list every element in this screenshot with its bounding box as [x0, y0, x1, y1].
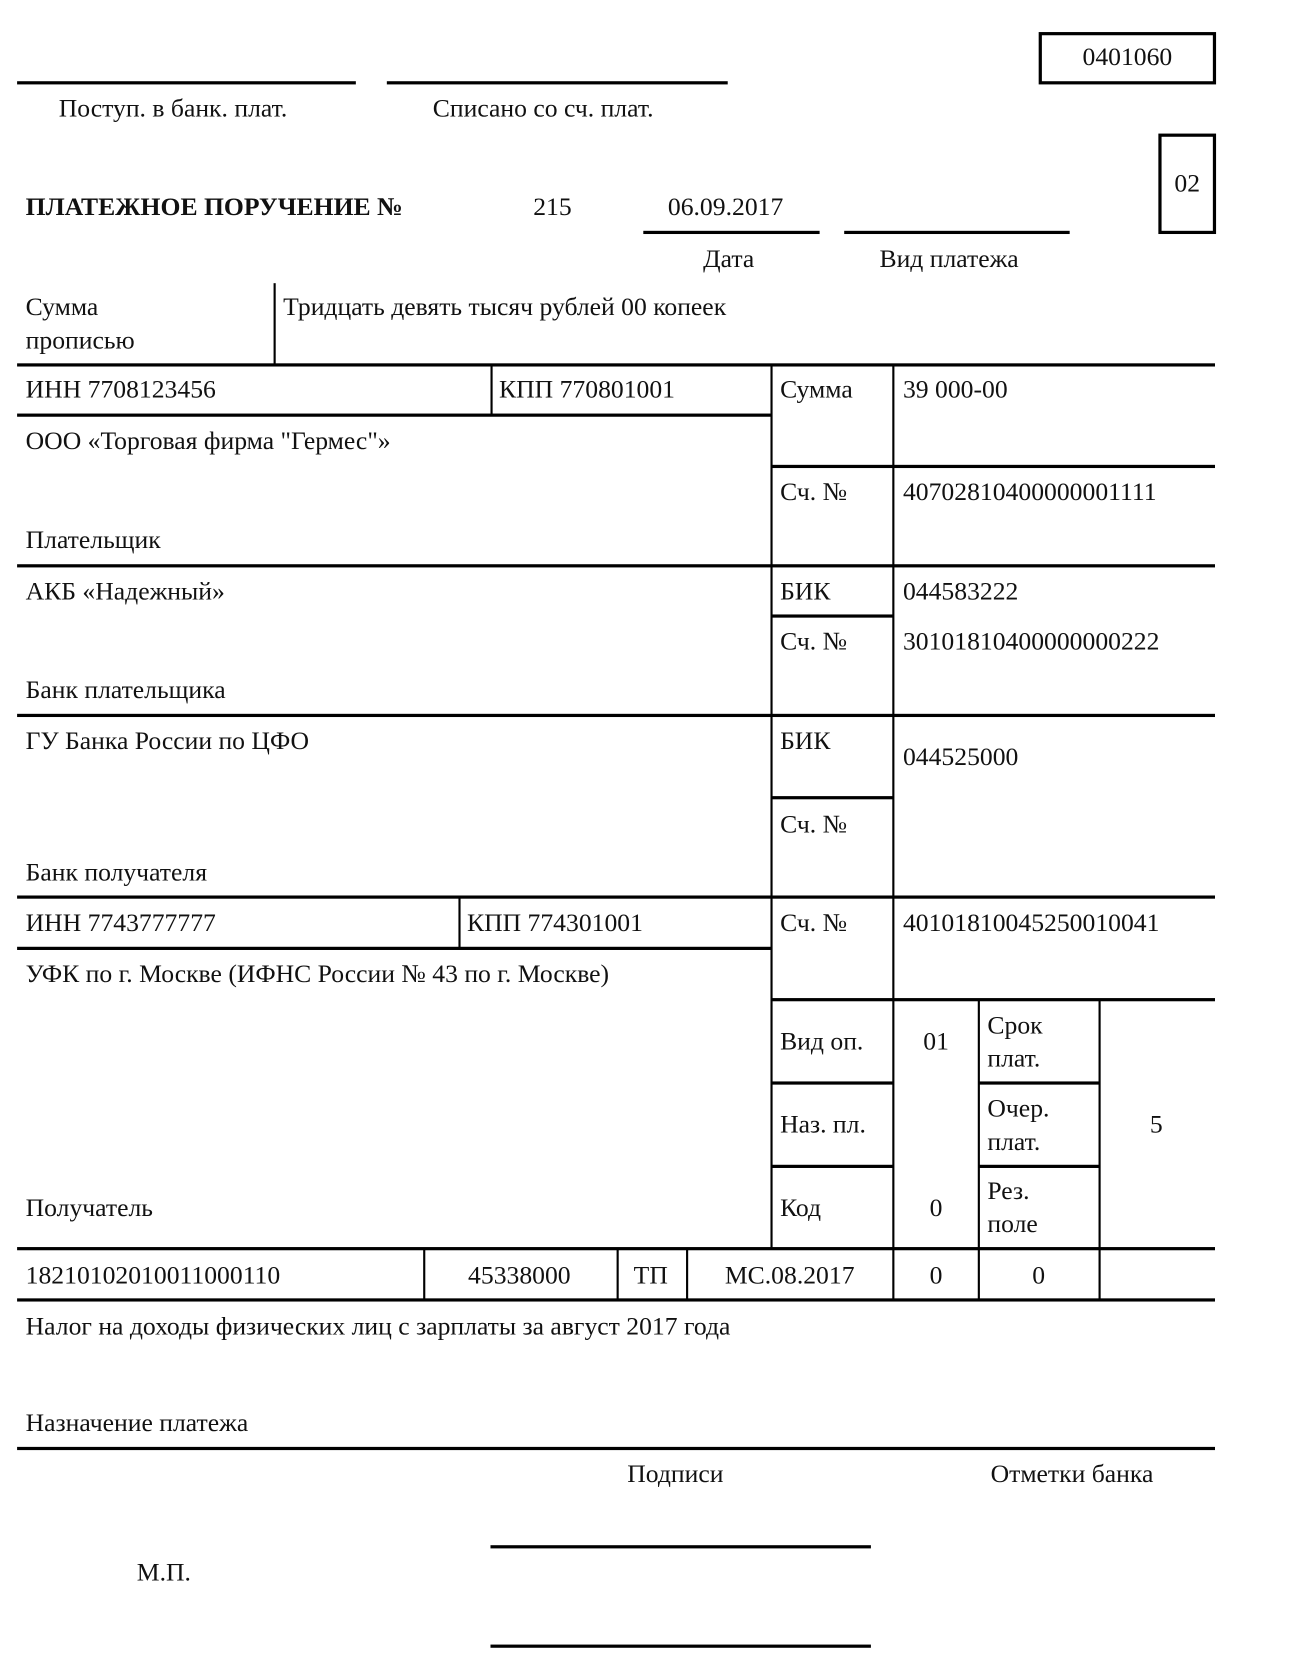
divider — [772, 614, 894, 617]
term-label-2: плат. — [987, 1045, 1041, 1073]
kbk-code: 18210102010011000110 — [25, 1262, 281, 1290]
payee-inn: ИНН 7743777777 — [25, 909, 216, 938]
amount-words-value: Тридцать девять тысяч рублей 00 копеек — [283, 293, 727, 322]
date-line — [643, 231, 819, 234]
divider — [978, 999, 980, 1299]
payment-basis: ТП — [633, 1262, 668, 1290]
date-label: Дата — [703, 245, 755, 274]
amount-words-label-2: прописью — [25, 326, 135, 355]
payment-type-line — [844, 231, 1069, 234]
purpose-label: Назначение платежа — [25, 1409, 249, 1438]
signatures-label: Подписи — [627, 1460, 724, 1489]
divider — [979, 1165, 1100, 1168]
divider — [772, 465, 1215, 468]
purpose-text: Налог на доходы физических лиц с зарплаты за август 2017 года — [25, 1313, 731, 1342]
payee-bank-account-label: Сч. № — [780, 811, 848, 839]
divider — [1099, 999, 1101, 1299]
payee-bank-label: Банк получателя — [25, 859, 207, 887]
order-label-2: плат. — [987, 1128, 1041, 1157]
payee-name: УФК по г. Москве (ИФНС России № 43 по г. Москве) — [25, 960, 610, 989]
payer-bank-account: 30101810400000000222 — [902, 628, 1160, 657]
payment-type-label: Вид платежа — [879, 245, 1019, 274]
divider — [423, 1248, 425, 1299]
payer-bank-bik-label: БИК — [780, 578, 831, 606]
payer-account: 40702810400000001111 — [902, 478, 1157, 507]
payer-bank-name: АКБ «Надежный» — [25, 578, 225, 606]
divider — [17, 564, 1215, 567]
order-value: 5 — [1149, 1111, 1163, 1140]
document-date: 0 — [1032, 1262, 1046, 1290]
payee-kpp: КПП 774301001 — [466, 909, 643, 938]
purpose-code-label: Наз. пл. — [780, 1111, 866, 1140]
debited-label: Списано со сч. плат. — [432, 95, 654, 123]
stamp-label: М.П. — [136, 1559, 191, 1587]
form-code-box: 0401060 — [1039, 32, 1216, 84]
divider — [892, 364, 894, 1299]
reserve-label: Рез. — [987, 1177, 1030, 1206]
payer-label: Плательщик — [25, 526, 161, 555]
payer-name: ООО «Торговая фирма "Гермес"» — [25, 427, 391, 456]
payee-bank-name: ГУ Банка России по ЦФО — [25, 727, 310, 756]
payer-bank-bik: 044583222 — [902, 578, 1019, 606]
payer-account-label: Сч. № — [780, 478, 848, 507]
sum-label: Сумма — [780, 376, 853, 404]
payer-inn: ИНН 7708123456 — [25, 376, 216, 404]
divider — [17, 414, 771, 417]
divider — [772, 796, 894, 799]
divider — [979, 1081, 1100, 1084]
divider — [686, 1248, 688, 1299]
received-line — [17, 81, 356, 84]
op-type-value: 01 — [923, 1027, 949, 1056]
order-number: 215 — [533, 193, 572, 222]
received-label: Поступ. в банк. плат. — [58, 95, 288, 123]
order-date: 06.09.2017 — [667, 193, 784, 222]
divider — [17, 895, 1215, 898]
payee-bank-bik-label: БИК — [780, 727, 831, 756]
divider — [17, 1447, 1215, 1450]
divider — [490, 364, 492, 414]
bank-marks-label: Отметки банка — [990, 1460, 1154, 1489]
op-type-label: Вид оп. — [780, 1027, 864, 1056]
divider — [17, 947, 771, 950]
divider — [17, 363, 1215, 366]
sum-value: 39 000-00 — [902, 376, 1008, 404]
term-label: Срок — [987, 1011, 1043, 1040]
tax-period: МС.08.2017 — [724, 1262, 855, 1290]
payer-bank-label: Банк плательщика — [25, 676, 226, 705]
divider — [772, 998, 1215, 1001]
signature-line-1 — [490, 1545, 870, 1548]
order-label: Очер. — [987, 1095, 1050, 1124]
divider — [770, 364, 772, 1248]
divider — [17, 1298, 1215, 1301]
payee-bank-bik: 044525000 — [902, 743, 1019, 772]
divider — [617, 1248, 619, 1299]
divider — [772, 1165, 894, 1168]
document-number: 0 — [929, 1262, 943, 1290]
payer-kpp: КПП 770801001 — [499, 376, 676, 404]
amount-words-label: Сумма — [25, 293, 99, 322]
status-code-box: 02 — [1158, 134, 1216, 234]
signature-line-2 — [490, 1645, 870, 1648]
payee-account-label: Сч. № — [780, 909, 848, 938]
divider — [772, 1081, 894, 1084]
code-value: 0 — [929, 1194, 943, 1223]
divider — [458, 897, 460, 948]
payer-bank-account-label: Сч. № — [780, 628, 848, 657]
divider — [274, 283, 276, 364]
oktmo-code: 45338000 — [468, 1262, 571, 1290]
document-title: ПЛАТЕЖНОЕ ПОРУЧЕНИЕ № — [25, 193, 403, 222]
divider — [17, 714, 1215, 717]
payee-label: Получатель — [25, 1194, 153, 1223]
payee-account: 40101810045250010041 — [902, 909, 1160, 938]
reserve-label-2: поле — [987, 1210, 1038, 1239]
code-label: Код — [780, 1194, 822, 1223]
debited-line — [387, 81, 728, 84]
